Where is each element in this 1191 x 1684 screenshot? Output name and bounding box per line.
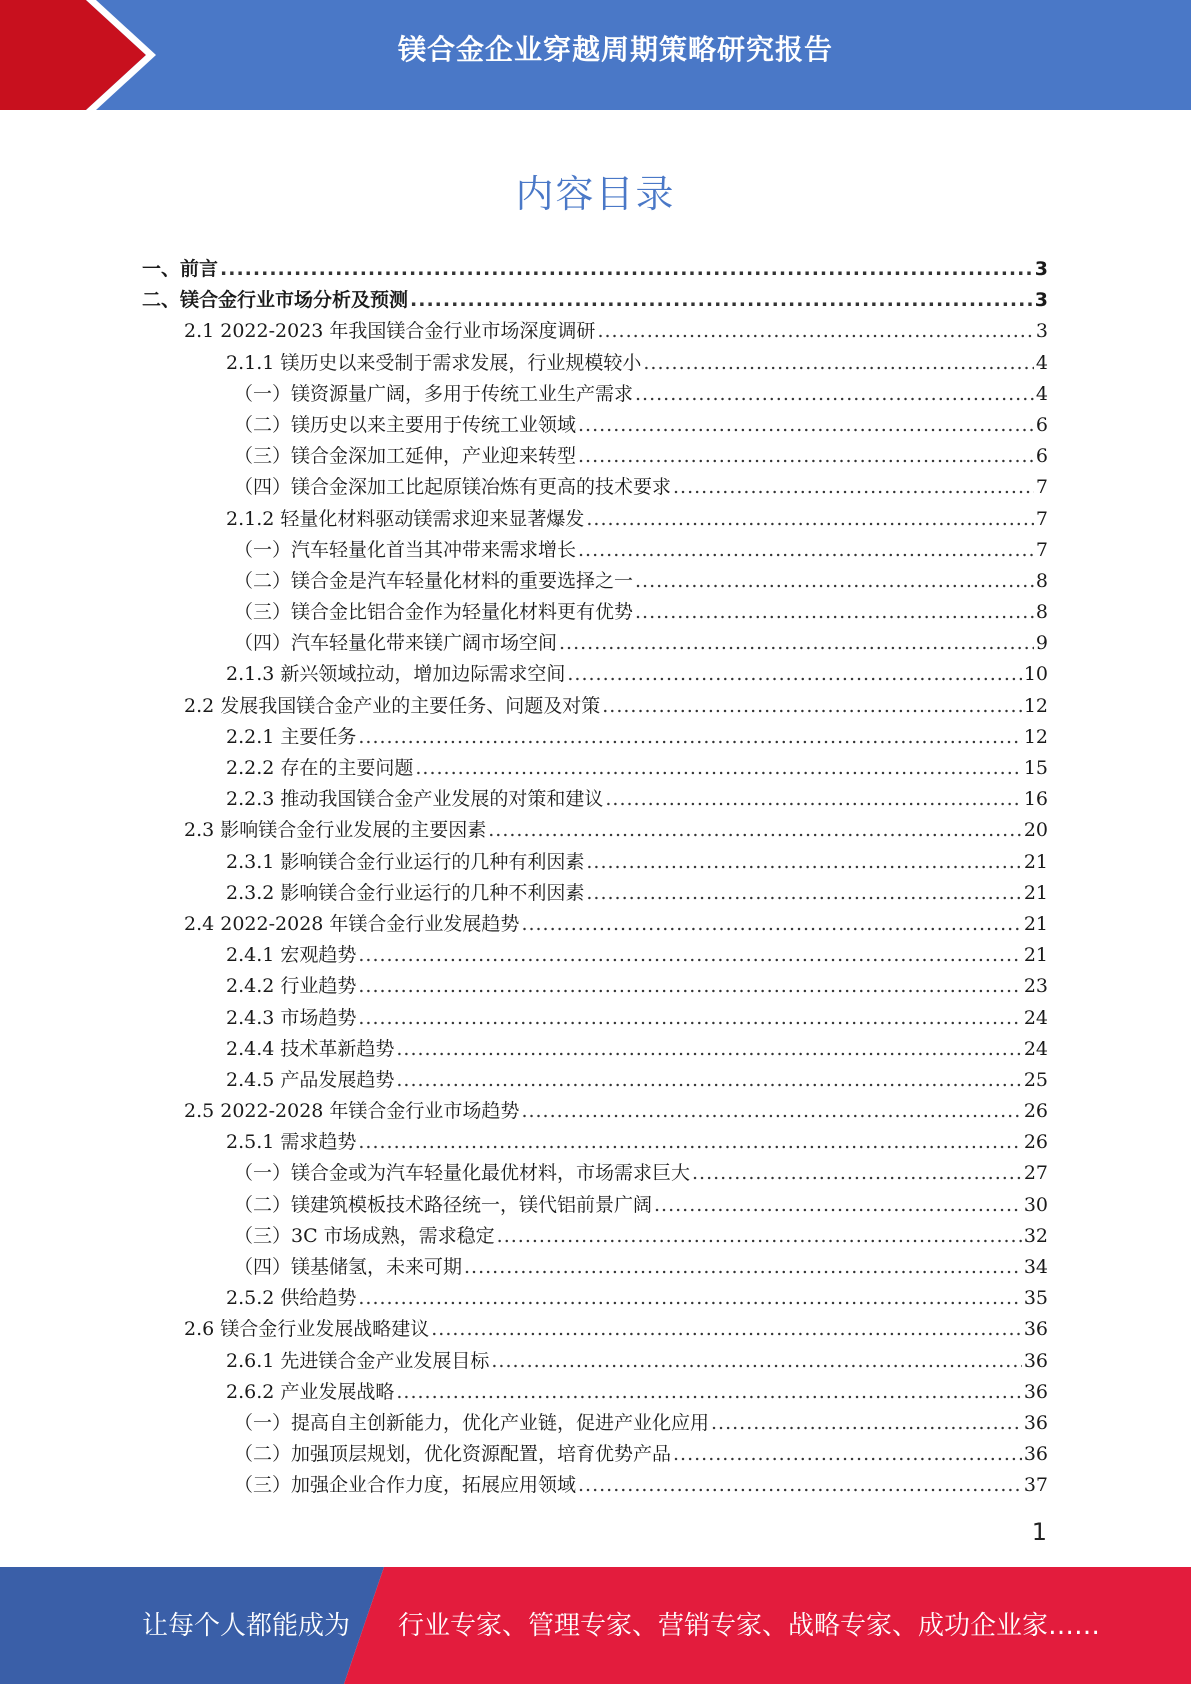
toc-entry-page: 36: [1023, 1318, 1048, 1341]
toc-dot-leader: [586, 504, 1034, 535]
toc-entry-text: 2.6.2 产业发展战略: [226, 1380, 395, 1403]
toc-entry-page: 7: [1035, 507, 1048, 530]
toc-entry[interactable]: [142, 691, 1048, 722]
toc-entry[interactable]: [142, 348, 1048, 379]
toc-entry[interactable]: [142, 504, 1048, 535]
toc-entry-text: （一）提高自主创新能力，优化产业链，促进产业化应用: [234, 1411, 710, 1434]
toc-dot-leader: [396, 1377, 1021, 1408]
toc-entry-page: 3: [1034, 258, 1048, 280]
toc-entry-text: （二）镁合金是汽车轻量化材料的重要选择之一: [234, 569, 634, 592]
toc-entry-text: （三）3C 市场成熟，需求稳定: [234, 1224, 495, 1247]
toc-dot-leader: [673, 472, 1034, 503]
toc-entry-page: 3: [1035, 320, 1048, 343]
toc-entry[interactable]: [142, 1221, 1048, 1252]
toc-entry-text: 2.6.1 先进镁合金产业发展目标: [226, 1349, 490, 1372]
report-title: 镁合金企业穿越周期策略研究报告: [397, 33, 833, 66]
toc-entry-page: 37: [1023, 1474, 1048, 1497]
toc-entry-page: 16: [1023, 788, 1048, 811]
toc-entry-page: 9: [1035, 632, 1048, 655]
toc-entry-text: 二、镁合金行业市场分析及预测: [142, 289, 409, 312]
toc-entry-page: 26: [1023, 1100, 1048, 1123]
toc-entry-text: 一、前言: [142, 258, 219, 280]
toc-entry-text: 2.5.2 供给趋势: [226, 1287, 357, 1310]
footer-slogan-left: 让每个人都能成为: [142, 1611, 351, 1641]
toc-dot-leader: [220, 254, 1033, 285]
footer-banner: [0, 1567, 1191, 1684]
toc-entry-text: （二）镁建筑模板技术路径统一，镁代铝前景广阔: [234, 1193, 653, 1216]
toc-entry-text: （一）汽车轻量化首当其冲带来需求增长: [234, 538, 577, 561]
toc-entry-page: 26: [1023, 1131, 1048, 1154]
toc-entry-page: 25: [1023, 1068, 1048, 1091]
toc-entry-text: （二）镁历史以来主要用于传统工业领域: [234, 413, 577, 436]
toc-entry-text: 2.2.2 存在的主要问题: [226, 757, 414, 779]
toc-entry-text: （三）镁合金比铝合金作为轻量化材料更有优势: [234, 601, 634, 624]
toc-entry-text: （一）镁资源量广阔，多用于传统工业生产需求: [234, 382, 634, 405]
toc-entry-page: 7: [1035, 476, 1048, 499]
toc-dot-leader: [521, 1096, 1021, 1127]
toc-dot-leader: [464, 1252, 1022, 1283]
toc-entry[interactable]: [142, 878, 1048, 909]
toc-entry-text: 2.1.2 轻量化材料驱动镁需求迎来显著爆发: [226, 507, 585, 530]
toc-dot-leader: [578, 441, 1034, 472]
toc-dot-leader: [597, 316, 1033, 347]
toc-dot-leader: [559, 628, 1034, 659]
toc-entry-text: 2.3.2 影响镁合金行业运行的几种不利因素: [226, 881, 585, 904]
toc-entry-text: 2.4 2022-2028 年镁合金行业发展趋势: [184, 912, 520, 935]
toc-entry-text: （四）镁基储氢，未来可期: [234, 1256, 463, 1278]
toc-entry-text: 2.4.5 产品发展趋势: [226, 1068, 395, 1091]
toc-dot-leader: [396, 1034, 1021, 1065]
toc-entry-page: 15: [1023, 757, 1048, 779]
toc-entry-page: 12: [1023, 725, 1048, 748]
toc-dot-leader: [635, 566, 1034, 597]
toc-dot-leader: [358, 971, 1021, 1002]
toc-entry-page: 21: [1023, 912, 1048, 935]
page-number: 1: [1031, 1518, 1047, 1546]
toc-entry[interactable]: [142, 628, 1048, 659]
toc-entry-page: 20: [1023, 819, 1048, 842]
header-banner: [0, 0, 1191, 110]
toc-entry-text: 2.1.3 新兴领域拉动，增加边际需求空间: [226, 663, 566, 686]
toc-entry-page: 30: [1023, 1193, 1048, 1216]
toc-entry-text: 2.4.3 市场趋势: [226, 1006, 357, 1029]
toc-entry-text: 2.5.1 需求趋势: [226, 1131, 357, 1154]
toc-entry-page: 6: [1035, 413, 1048, 436]
toc-entry-page: 35: [1023, 1287, 1048, 1310]
toc-dot-leader: [497, 1221, 1022, 1252]
toc-entry[interactable]: [142, 659, 1048, 690]
toc-entry-page: 8: [1035, 569, 1048, 592]
toc-entry[interactable]: [142, 379, 1048, 410]
toc-entry-page: 27: [1023, 1162, 1048, 1185]
toc-entry-text: 2.3 影响镁合金行业发展的主要因素: [184, 819, 487, 842]
toc-entry[interactable]: [142, 1127, 1048, 1158]
toc-entry[interactable]: [142, 1470, 1048, 1501]
toc-entry-text: 2.6 镁合金行业发展战略建议: [184, 1318, 430, 1341]
toc-dot-leader: [578, 1470, 1022, 1501]
toc-entry[interactable]: [142, 909, 1048, 940]
toc-entry[interactable]: [142, 285, 1048, 316]
toc-entry-text: 2.2 发展我国镁合金产业的主要任务、问题及对策: [184, 694, 601, 717]
toc-entry[interactable]: [142, 1065, 1048, 1096]
toc-entry-page: 4: [1035, 382, 1048, 405]
toc-dot-leader: [602, 691, 1022, 722]
toc-dot-leader: [567, 659, 1021, 690]
toc-dot-leader: [711, 1408, 1022, 1439]
toc-dot-leader: [586, 878, 1021, 909]
toc-entry-page: 21: [1023, 850, 1048, 873]
toc-entry[interactable]: [142, 971, 1048, 1002]
toc-entry[interactable]: [142, 566, 1048, 597]
toc-entry-page: 21: [1023, 944, 1048, 967]
toc-entry[interactable]: [142, 1252, 1048, 1283]
toc-entry[interactable]: [142, 1346, 1048, 1377]
toc-entry[interactable]: [142, 753, 1048, 784]
toc-entry[interactable]: [142, 597, 1048, 628]
toc-dot-leader: [358, 1283, 1021, 1314]
toc-dot-leader: [358, 1127, 1021, 1158]
toc-entry[interactable]: [142, 1003, 1048, 1034]
toc-entry[interactable]: [142, 1034, 1048, 1065]
toc-entry-page: 3: [1034, 289, 1048, 312]
table-of-contents: [142, 254, 1048, 1502]
toc-entry-page: 8: [1035, 601, 1048, 624]
toc-entry[interactable]: [142, 1408, 1048, 1439]
toc-entry-page: 36: [1023, 1349, 1048, 1372]
toc-entry-page: 23: [1023, 975, 1048, 998]
toc-entry-page: 12: [1023, 694, 1048, 717]
toc-entry-text: （三）镁合金深加工延伸，产业迎来转型: [234, 445, 577, 468]
toc-dot-leader: [635, 379, 1034, 410]
footer-slogan-right: 行业专家、管理专家、营销专家、战略专家、成功企业家……: [398, 1611, 1101, 1641]
toc-entry-page: 32: [1023, 1224, 1048, 1247]
toc-entry-text: 2.5 2022-2028 年镁合金行业市场趋势: [184, 1100, 520, 1123]
toc-dot-leader: [488, 815, 1022, 846]
toc-entry[interactable]: [142, 815, 1048, 846]
toc-dot-leader: [586, 847, 1021, 878]
toc-entry-text: 2.4.1 宏观趋势: [226, 944, 357, 967]
toc-dot-leader: [415, 753, 1021, 784]
toc-dot-leader: [605, 784, 1021, 815]
toc-entry[interactable]: [142, 254, 1048, 285]
toc-entry[interactable]: [142, 784, 1048, 815]
toc-entry-page: 10: [1023, 663, 1048, 686]
toc-dot-leader: [521, 909, 1021, 940]
toc-dot-leader: [410, 285, 1033, 316]
toc-entry-page: 24: [1023, 1037, 1048, 1060]
toc-entry-page: 36: [1023, 1443, 1048, 1466]
toc-entry[interactable]: [142, 410, 1048, 441]
toc-entry-text: （四）镁合金深加工比起原镁冶炼有更高的技术要求: [234, 476, 672, 499]
toc-entry-page: 36: [1023, 1411, 1048, 1434]
toc-entry-text: （三）加强企业合作力度，拓展应用领域: [234, 1474, 577, 1497]
toc-entry-page: 7: [1035, 538, 1048, 561]
toc-entry[interactable]: [142, 472, 1048, 503]
toc-entry-page: 34: [1023, 1256, 1048, 1278]
toc-title: 内容目录: [515, 172, 676, 216]
toc-dot-leader: [692, 1158, 1022, 1189]
toc-dot-leader: [396, 1065, 1021, 1096]
toc-entry-text: （二）加强顶层规划，优化资源配置，培育优势产品: [234, 1443, 672, 1466]
toc-entry-text: 2.4.2 行业趋势: [226, 975, 357, 998]
toc-entry[interactable]: [142, 1314, 1048, 1345]
toc-dot-leader: [578, 535, 1034, 566]
toc-entry-text: 2.2.1 主要任务: [226, 725, 357, 748]
toc-entry[interactable]: [142, 722, 1048, 753]
toc-dot-leader: [358, 722, 1021, 753]
toc-entry[interactable]: [142, 316, 1048, 347]
toc-entry-page: 36: [1023, 1380, 1048, 1403]
toc-entry-text: 2.1.1 镁历史以来受制于需求发展，行业规模较小: [226, 351, 642, 374]
toc-entry[interactable]: [142, 940, 1048, 971]
toc-entry-text: 2.4.4 技术革新趋势: [226, 1037, 395, 1060]
toc-entry-page: 21: [1023, 881, 1048, 904]
toc-dot-leader: [358, 1003, 1021, 1034]
toc-entry[interactable]: [142, 1158, 1048, 1189]
toc-entry-text: （四）汽车轻量化带来镁广阔市场空间: [234, 632, 558, 655]
toc-entry[interactable]: [142, 1096, 1048, 1127]
toc-entry[interactable]: [142, 1377, 1048, 1408]
toc-entry[interactable]: [142, 1283, 1048, 1314]
toc-dot-leader: [578, 410, 1034, 441]
toc-entry-text: 2.3.1 影响镁合金行业运行的几种有利因素: [226, 850, 585, 873]
toc-entry-page: 24: [1023, 1006, 1048, 1029]
toc-dot-leader: [635, 597, 1034, 628]
toc-entry-page: 6: [1035, 445, 1048, 468]
toc-dot-leader: [431, 1314, 1022, 1345]
toc-entry[interactable]: [142, 1439, 1048, 1470]
toc-entry-text: 2.2.3 推动我国镁合金产业发展的对策和建议: [226, 788, 604, 811]
toc-dot-leader: [673, 1439, 1022, 1470]
toc-entry-text: （一）镁合金或为汽车轻量化最优材料，市场需求巨大: [234, 1162, 691, 1185]
toc-dot-leader: [491, 1346, 1021, 1377]
toc-entry[interactable]: [142, 847, 1048, 878]
toc-dot-leader: [643, 348, 1034, 379]
toc-entry[interactable]: [142, 535, 1048, 566]
toc-entry-page: 4: [1035, 351, 1048, 374]
toc-dot-leader: [654, 1190, 1022, 1221]
toc-dot-leader: [358, 940, 1021, 971]
toc-entry[interactable]: [142, 441, 1048, 472]
toc-entry-text: 2.1 2022-2023 年我国镁合金行业市场深度调研: [184, 320, 596, 343]
toc-entry[interactable]: [142, 1190, 1048, 1221]
